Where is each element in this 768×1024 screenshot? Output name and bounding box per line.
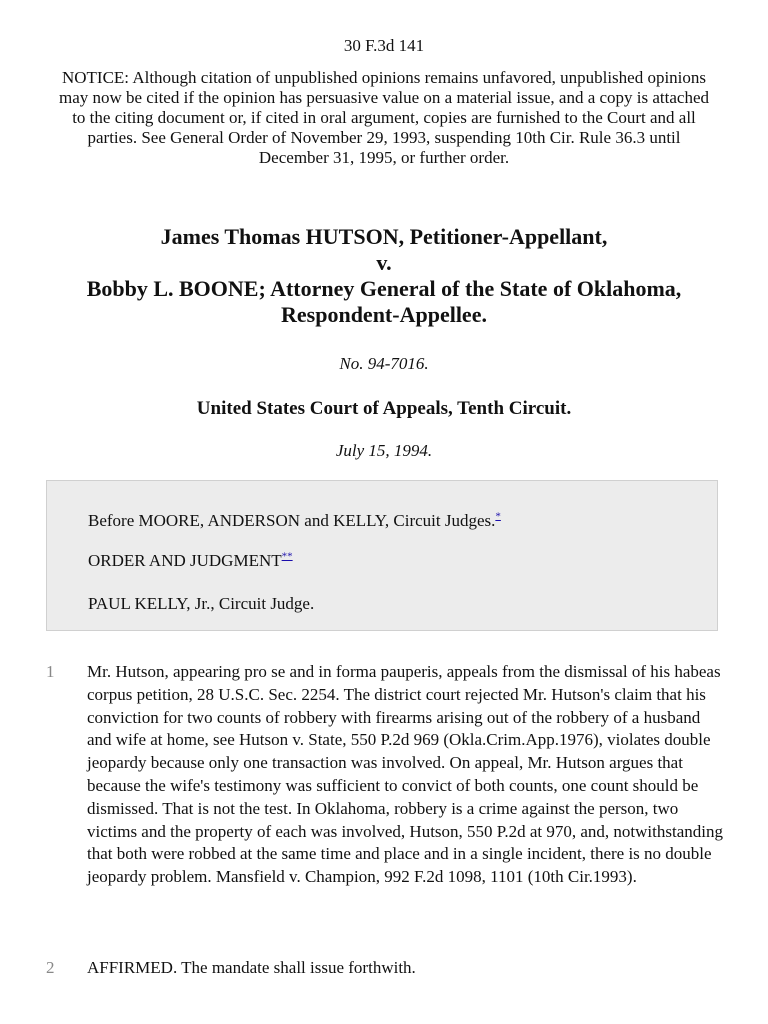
respondent-role: Respondent-Appellee. xyxy=(281,302,487,327)
publication-notice: NOTICE: Although citation of unpublished opinions remains unfavored, unpublished opinions may now be cited if the opinion has persuasive value on a material issue, and a copy is attached to the citing document or, if cited in oral argument, copies are furnished to the Court and all parties. See General Order of November 29, 1993, suspending 10th Cir. Rule 36.3 until December 31, 1995, or further order. xyxy=(58,68,710,167)
decision-date: July 15, 1994. xyxy=(335,441,433,460)
docket-number: No. 94-7016. xyxy=(339,354,429,373)
order-title xyxy=(88,551,293,571)
paragraph-number: 2 xyxy=(46,958,55,977)
order-title-text: ORDER AND JUDGMENT xyxy=(88,551,282,570)
petitioner-name: James Thomas HUTSON, Petitioner-Appellant, xyxy=(160,224,608,249)
paragraph-text: AFFIRMED. The mandate shall issue forthwith. xyxy=(87,958,416,977)
paragraph-number: 1 xyxy=(46,662,55,681)
versus-label: v. xyxy=(376,250,392,275)
opinion-header-box xyxy=(46,480,718,631)
case-citation: 30 F.3d 141 xyxy=(343,36,425,55)
opinion-author: PAUL KELLY, Jr., Circuit Judge. xyxy=(88,594,315,613)
footnote-link-panel[interactable]: * xyxy=(495,510,501,523)
respondent-name: Bobby L. BOONE; Attorney General of the State of Oklahoma, xyxy=(86,276,682,301)
judges-panel xyxy=(88,511,501,531)
paragraph-text: Mr. Hutson, appearing pro se and in forma pauperis, appeals from the dismissal of his habeas corpus petition, 28 U.S.C. Sec. 2254. The district court rejected Mr. Hutson's claim that his conviction for two counts of robbery with firearms arising out of the robbery of a husband and wife at home, see Hutson v. State, 550 P.2d 969 (Okla.Crim.App.1976), violates double jeopardy because only one transaction was involved. On appeal, Mr. Hutson argues that because the wife's testimony was sufficient to convict of both counts, one count should be dismissed. That is not the test. In Oklahoma, robbery is a crime against the person, two victims and the property of each was involved, Hutson, 550 P.2d at 970, and, notwithstanding that both were robbed at the same time and place and in a single incident, there is no double jeopardy problem. Mansfield v. Champion, 992 F.2d 1098, 1101 (10th Cir.1993). xyxy=(87,662,723,887)
judges-panel-text: Before MOORE, ANDERSON and KELLY, Circuit Judges. xyxy=(88,511,496,530)
case-parties xyxy=(20,224,748,328)
court-name: United States Court of Appeals, Tenth Circuit. xyxy=(196,398,572,419)
footnote-link-order[interactable]: ** xyxy=(281,550,293,563)
